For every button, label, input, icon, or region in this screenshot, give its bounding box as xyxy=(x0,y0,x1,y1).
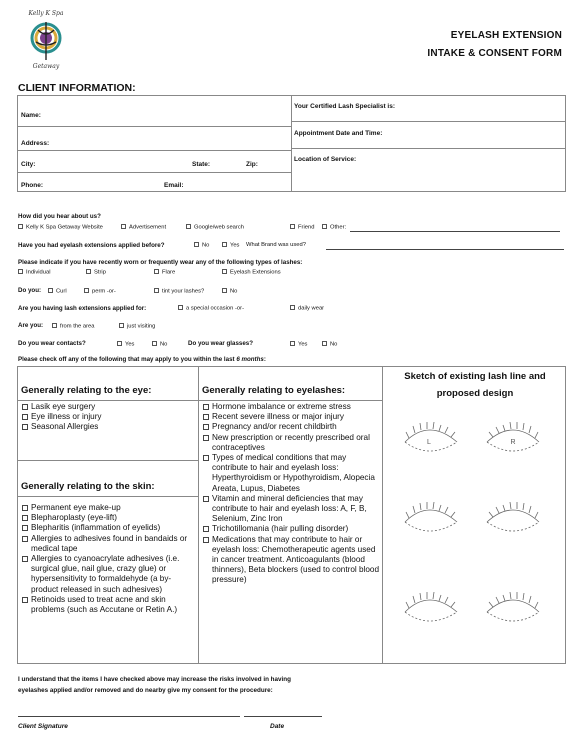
eye-list xyxy=(19,402,197,433)
checkbox[interactable] xyxy=(22,556,28,562)
sketch-heading: Sketch of existing lash line and proposed design xyxy=(404,371,546,399)
eye-item[interactable]: Seasonal Allergies xyxy=(19,422,197,432)
other-input-line[interactable] xyxy=(350,231,560,232)
do-you-curl[interactable]: Curl xyxy=(48,288,67,295)
section-divider xyxy=(17,496,198,497)
are-you-visiting[interactable]: just visiting xyxy=(119,323,155,330)
checkbox[interactable] xyxy=(290,224,295,229)
lash-type-individual[interactable]: Individual xyxy=(18,269,51,276)
column-divider xyxy=(198,366,199,664)
checkbox[interactable] xyxy=(154,269,159,274)
glasses-question: Do you wear glasses? xyxy=(188,340,253,347)
zip-field[interactable]: Zip: xyxy=(246,161,258,168)
email-field[interactable]: Email: xyxy=(164,182,184,189)
checkbox[interactable] xyxy=(194,242,199,247)
checkbox[interactable] xyxy=(22,525,28,531)
checkbox[interactable] xyxy=(203,435,209,441)
contacts-no[interactable]: No xyxy=(152,341,167,348)
applied-for-daily[interactable]: daily wear xyxy=(290,305,324,312)
glasses-no[interactable]: No xyxy=(322,341,337,348)
skin-item[interactable]: Blepharitis (inflammation of eyelids) xyxy=(19,523,197,533)
eye-sketch-right-1 xyxy=(487,422,539,451)
form-title-line2: INTAKE & CONSENT FORM xyxy=(427,48,562,59)
spa-logo xyxy=(20,8,72,72)
specialist-field[interactable]: Your Certified Lash Specialist is: xyxy=(294,103,396,110)
phone-field[interactable]: Phone: xyxy=(21,182,44,189)
applied-for-special[interactable]: a special occasion -or- xyxy=(178,305,244,312)
checkbox[interactable] xyxy=(178,305,183,310)
checkbox[interactable] xyxy=(203,404,209,410)
row-divider xyxy=(17,126,291,127)
appointment-field[interactable]: Appointment Date and Time: xyxy=(294,130,383,137)
logo-bottom-text: Getaway xyxy=(32,63,60,70)
eye-sketch-left-3 xyxy=(405,592,457,621)
checkbox[interactable] xyxy=(203,414,209,420)
checkbox[interactable] xyxy=(152,341,157,346)
checkbox[interactable] xyxy=(154,288,159,293)
contacts-question: Do you wear contacts? xyxy=(18,340,86,347)
date-line[interactable] xyxy=(244,716,322,717)
hear-question: How did you hear about us? xyxy=(18,213,101,220)
checkbox[interactable] xyxy=(22,597,28,603)
lash-item[interactable]: Types of medical conditions that may contribute to hair and eyelash loss: Hyperthyroidism or Hypothyroidism, Alopecia Areata, Lupus, Diabetes xyxy=(200,453,380,494)
date-label: Date xyxy=(270,723,285,730)
hear-option-friend[interactable]: Friend xyxy=(290,224,314,231)
checkbox[interactable] xyxy=(18,224,23,229)
do-you-tint[interactable]: tint your lashes? xyxy=(154,288,204,295)
consent-text: I understand that the items I have checked above may increase the risks involved in having eyelashes applied and/or removed and do nearby give my consent for the procedure: xyxy=(18,676,291,694)
checkbox[interactable] xyxy=(84,288,89,293)
checkbox[interactable] xyxy=(18,269,23,274)
lash-types-question: Please indicate if you have recently worn or frequently wear any of the following types of lashes: xyxy=(18,259,303,266)
checkbox[interactable] xyxy=(203,455,209,461)
client-info-divider xyxy=(291,95,292,192)
hear-option-google[interactable]: Google/web search xyxy=(186,224,244,231)
lash-item[interactable]: Trichotillomania (hair pulling disorder) xyxy=(200,524,380,534)
row-divider xyxy=(17,150,291,151)
city-field[interactable]: City: xyxy=(21,161,36,168)
client-signature-line[interactable] xyxy=(18,716,240,717)
row-divider xyxy=(17,172,291,173)
name-field[interactable]: Name: xyxy=(21,112,41,119)
checkbox[interactable] xyxy=(52,323,57,328)
skin-item[interactable]: Permanent eye make-up xyxy=(19,503,197,513)
eye-sketch-right-3 xyxy=(487,592,539,621)
are-you-label: Are you: xyxy=(18,322,44,329)
skin-list xyxy=(19,503,197,615)
are-you-local[interactable]: from the area xyxy=(52,323,94,330)
checkbox[interactable] xyxy=(22,515,28,521)
applied-before-question: Have you had eyelash extensions applied before? xyxy=(18,242,165,249)
row-divider xyxy=(291,121,566,122)
hear-option-website[interactable]: Kelly K Spa Getaway Website xyxy=(18,224,103,231)
checkbox[interactable] xyxy=(22,536,28,542)
checkbox[interactable] xyxy=(203,496,209,502)
checkbox[interactable] xyxy=(222,269,227,274)
lash-sketch-area[interactable] xyxy=(383,400,565,662)
lash-item[interactable]: Hormone imbalance or extreme stress xyxy=(200,402,380,412)
lash-list xyxy=(200,402,380,586)
checkbox[interactable] xyxy=(290,341,295,346)
applied-before-yes[interactable]: Yes xyxy=(222,242,239,249)
contacts-yes[interactable]: Yes xyxy=(117,341,134,348)
logo-top-text: Kelly K Spa xyxy=(28,10,64,17)
header-divider xyxy=(17,400,382,401)
section-divider xyxy=(17,460,198,461)
check-off-instruction: Please check off any of the following that may apply to you within the last 6 months: xyxy=(18,356,266,363)
location-field[interactable]: Location of Service: xyxy=(294,156,357,163)
row-divider xyxy=(291,148,566,149)
checkbox[interactable] xyxy=(121,224,126,229)
skin-column-heading: Generally relating to the skin: xyxy=(21,481,155,492)
client-signature-label: Client Signature xyxy=(18,723,68,730)
skin-item[interactable]: Blepharoplasty (eye-lift) xyxy=(19,513,197,523)
lash-column-heading: Generally relating to eyelashes: xyxy=(202,385,346,396)
checkbox[interactable] xyxy=(186,224,191,229)
checkbox[interactable] xyxy=(22,404,28,410)
do-you-perm[interactable]: perm -or- xyxy=(84,288,116,295)
skin-item[interactable]: Retinoids used to treat acne and skin problems (such as Accutane or Retin A.) xyxy=(19,595,197,615)
right-eye-label: R xyxy=(510,439,516,446)
glasses-yes[interactable]: Yes xyxy=(290,341,307,348)
checkbox[interactable] xyxy=(117,341,122,346)
checkbox[interactable] xyxy=(203,424,209,430)
brand-input-line[interactable] xyxy=(326,249,564,250)
applied-before-no[interactable]: No xyxy=(194,242,209,249)
checkbox[interactable] xyxy=(119,323,124,328)
skin-item[interactable]: Allergies to adhesives found in bandaids or medical tape xyxy=(19,534,197,554)
eye-item[interactable]: Eye illness or injury xyxy=(19,412,197,422)
checkbox[interactable] xyxy=(22,505,28,511)
checkbox[interactable] xyxy=(203,537,209,543)
checkbox[interactable] xyxy=(48,288,53,293)
lash-type-strip[interactable]: Strip xyxy=(86,269,106,276)
left-eye-label: L xyxy=(427,439,431,446)
applied-for-question: Are you having lash extensions applied for: xyxy=(18,305,147,312)
checkbox[interactable] xyxy=(222,242,227,247)
state-field[interactable]: State: xyxy=(192,161,211,168)
address-field[interactable]: Address: xyxy=(21,140,50,147)
lash-item[interactable]: New prescription or recently prescribed oral contraceptives xyxy=(200,433,380,453)
form-title-line1: EYELASH EXTENSION xyxy=(450,30,562,41)
checkbox[interactable] xyxy=(22,424,28,430)
lash-item[interactable]: Pregnancy and/or recent childbirth xyxy=(200,422,380,432)
lash-type-flare[interactable]: Flare xyxy=(154,269,175,276)
skin-item[interactable]: Allergies to cyanoacrylate adhesives (i.e. surgical glue, nail glue, crazy glue) or hypersensitivity to formaldehyde (a by-product released in such adhesives) xyxy=(19,554,197,595)
eye-sketch-left-2 xyxy=(405,502,457,531)
eye-column-heading: Generally relating to the eye: xyxy=(21,385,152,396)
checkbox[interactable] xyxy=(222,288,227,293)
checkbox[interactable] xyxy=(22,414,28,420)
eye-sketch-left-1 xyxy=(405,422,457,451)
checkbox[interactable] xyxy=(86,269,91,274)
hear-option-other[interactable]: Other: xyxy=(322,224,346,231)
client-info-heading: CLIENT INFORMATION: xyxy=(18,82,136,94)
lash-item[interactable]: Recent severe illness or major injury xyxy=(200,412,380,422)
do-you-label: Do you: xyxy=(18,287,42,294)
eye-sketch-right-2 xyxy=(487,502,539,531)
eye-item[interactable]: Lasik eye surgery xyxy=(19,402,197,412)
hear-option-advertisement[interactable]: Advertisement xyxy=(121,224,166,231)
lash-item[interactable]: Medications that may contribute to hair or eyelash loss: Chemotherapeutic agents used in cancer treatment. Anticoagulants (blood thinners), Beta blockers (used to control blood pressure) xyxy=(200,535,380,586)
do-you-no[interactable]: No xyxy=(222,288,237,295)
lash-type-extensions[interactable]: Eyelash Extensions xyxy=(222,269,281,276)
checkbox[interactable] xyxy=(322,341,327,346)
checkbox[interactable] xyxy=(203,526,209,532)
checkbox[interactable] xyxy=(290,305,295,310)
brand-label: What Brand was used? xyxy=(246,242,306,248)
checkbox[interactable] xyxy=(322,224,327,229)
lash-item[interactable]: Vitamin and mineral deficiencies that may contribute to hair and eyelash loss: A, F, B, Selenium, Zinc Iron xyxy=(200,494,380,525)
